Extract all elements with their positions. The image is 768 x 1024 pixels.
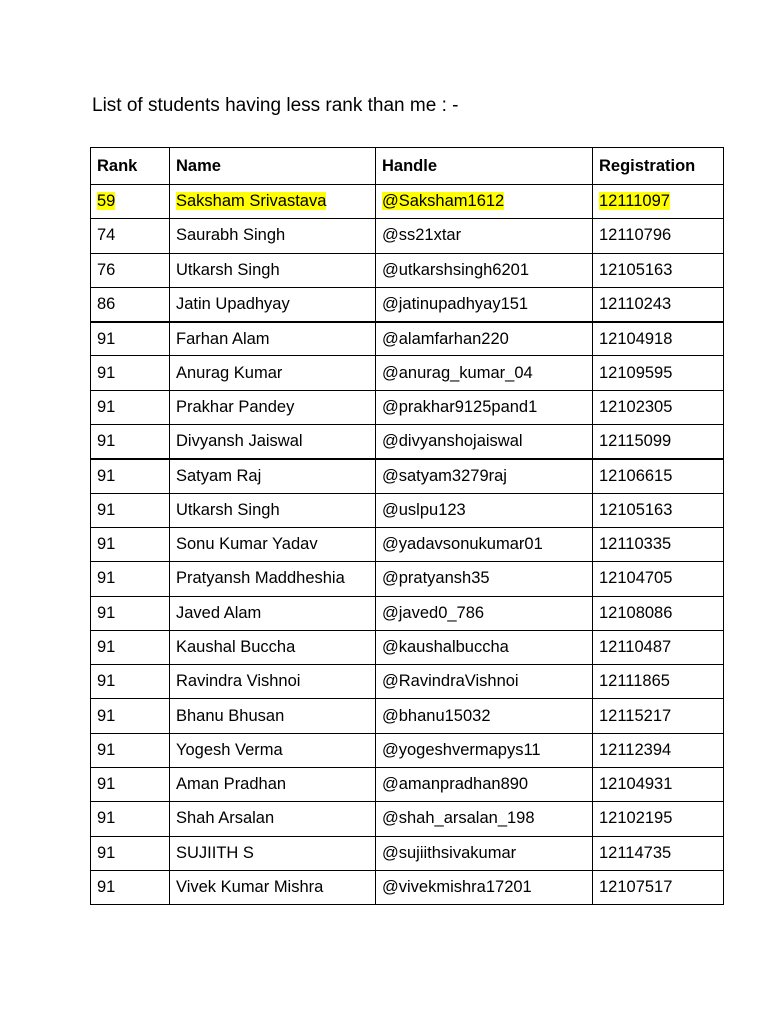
registration-cell-text: 12104705 xyxy=(599,569,673,588)
name-cell xyxy=(170,527,376,561)
table-row xyxy=(91,836,724,870)
registration-cell-text: 12105163 xyxy=(599,260,673,279)
table-header-row xyxy=(91,148,724,185)
table-row xyxy=(91,253,724,287)
rank-cell-text: 91 xyxy=(97,569,116,588)
handle-cell xyxy=(376,870,593,904)
handle-cell xyxy=(376,802,593,836)
name-cell-text: Vivek Kumar Mishra xyxy=(176,878,324,897)
table-row xyxy=(91,768,724,802)
table-row xyxy=(91,596,724,630)
name-cell-text: Aman Pradhan xyxy=(176,775,287,794)
handle-cell-text: @pratyansh35 xyxy=(382,569,490,588)
registration-cell-text: 12115099 xyxy=(599,431,672,450)
handle-cell-text: @Saksham1612 xyxy=(382,192,505,211)
rank-cell xyxy=(91,733,170,767)
table-row xyxy=(91,219,724,253)
handle-cell-text: @vivekmishra17201 xyxy=(382,878,532,897)
rank-cell xyxy=(91,596,170,630)
rank-cell-text: 91 xyxy=(97,431,116,450)
page-title: List of students having less rank than me : - xyxy=(92,95,459,116)
rank-cell xyxy=(91,253,170,287)
rank-cell xyxy=(91,699,170,733)
rank-cell xyxy=(91,630,170,664)
column-header-handle: Handle xyxy=(376,148,593,185)
handle-cell-text: @yadavsonukumar01 xyxy=(382,535,543,554)
table-row xyxy=(91,390,724,424)
registration-cell-text: 12110796 xyxy=(599,226,672,245)
table-row xyxy=(91,870,724,904)
registration-cell-text: 12115217 xyxy=(599,706,672,725)
name-cell xyxy=(170,493,376,527)
name-cell xyxy=(170,733,376,767)
registration-cell xyxy=(593,287,724,321)
table-row xyxy=(91,562,724,596)
registration-cell-text: 12109595 xyxy=(599,363,673,382)
registration-cell xyxy=(593,733,724,767)
name-cell-text: Farhan Alam xyxy=(176,329,270,348)
rank-cell-text: 91 xyxy=(97,638,116,656)
handle-cell-text: @prakhar9125pand1 xyxy=(382,397,538,416)
name-cell-text: Kaushal Buccha xyxy=(176,638,296,656)
name-cell xyxy=(170,322,376,356)
registration-cell-text: 12110487 xyxy=(599,638,672,656)
rank-cell-text: 91 xyxy=(97,706,116,725)
rank-cell-text: 91 xyxy=(97,775,116,794)
handle-cell xyxy=(376,699,593,733)
name-cell xyxy=(170,802,376,836)
registration-cell xyxy=(593,665,724,699)
handle-cell xyxy=(376,356,593,390)
name-cell xyxy=(170,459,376,493)
registration-cell-text: 12105163 xyxy=(599,500,673,519)
registration-cell-text: 12111097 xyxy=(599,192,670,211)
registration-cell-text: 12108086 xyxy=(599,603,673,622)
students-table xyxy=(90,147,724,905)
registration-cell-text: 12104918 xyxy=(599,329,673,348)
rank-cell xyxy=(91,322,170,356)
name-cell-text: Satyam Raj xyxy=(176,466,262,485)
name-cell xyxy=(170,836,376,870)
name-cell-text: Sonu Kumar Yadav xyxy=(176,535,318,554)
registration-cell xyxy=(593,768,724,802)
registration-cell-text: 12107517 xyxy=(599,878,673,897)
name-cell xyxy=(170,630,376,664)
handle-cell xyxy=(376,322,593,356)
table-row xyxy=(91,425,724,459)
registration-cell xyxy=(593,493,724,527)
registration-cell-text: 12112394 xyxy=(599,740,672,759)
handle-cell xyxy=(376,836,593,870)
name-cell-text: Ravindra Vishnoi xyxy=(176,672,301,691)
handle-cell xyxy=(376,596,593,630)
name-cell-text: Pratyansh Maddheshia xyxy=(176,569,345,588)
registration-cell xyxy=(593,527,724,561)
rank-cell xyxy=(91,185,170,219)
handle-cell-text: @ss21xtar xyxy=(382,226,462,245)
table-row xyxy=(91,733,724,767)
registration-cell-text: 12110243 xyxy=(599,294,672,313)
registration-cell-text: 12106615 xyxy=(599,466,673,485)
rank-cell-text: 91 xyxy=(97,397,116,416)
rank-cell xyxy=(91,836,170,870)
handle-cell-text: @satyam3279raj xyxy=(382,466,507,485)
table-row xyxy=(91,493,724,527)
name-cell-text: Prakhar Pandey xyxy=(176,397,295,416)
handle-cell-text: @alamfarhan220 xyxy=(382,329,509,348)
rank-cell xyxy=(91,768,170,802)
table-row xyxy=(91,459,724,493)
name-cell xyxy=(170,390,376,424)
rank-cell-text: 91 xyxy=(97,466,116,485)
table-row xyxy=(91,287,724,321)
table-row xyxy=(91,630,724,664)
name-cell-text: Utkarsh Singh xyxy=(176,260,280,279)
rank-cell-text: 91 xyxy=(97,363,116,382)
name-cell xyxy=(170,425,376,459)
registration-cell-text: 12102305 xyxy=(599,397,673,416)
column-header-name: Name xyxy=(170,148,376,185)
name-cell-text: SUJIITH S xyxy=(176,843,254,862)
name-cell-text: Saurabh Singh xyxy=(176,226,286,245)
registration-cell xyxy=(593,562,724,596)
handle-cell xyxy=(376,493,593,527)
name-cell xyxy=(170,665,376,699)
rank-cell-text: 91 xyxy=(97,672,116,691)
rank-cell-text: 74 xyxy=(97,226,116,245)
name-cell-text: Yogesh Verma xyxy=(176,740,283,759)
table-row xyxy=(91,356,724,390)
table-row xyxy=(91,699,724,733)
name-cell xyxy=(170,562,376,596)
table-row xyxy=(91,665,724,699)
name-cell xyxy=(170,870,376,904)
handle-cell xyxy=(376,768,593,802)
registration-cell xyxy=(593,699,724,733)
registration-cell xyxy=(593,390,724,424)
handle-cell xyxy=(376,562,593,596)
name-cell-text: Javed Alam xyxy=(176,603,262,622)
handle-cell xyxy=(376,219,593,253)
column-header-rank: Rank xyxy=(91,148,170,185)
handle-cell-text: @shah_arsalan_198 xyxy=(382,809,535,828)
handle-cell xyxy=(376,390,593,424)
registration-cell-text: 12104931 xyxy=(599,775,673,794)
handle-cell xyxy=(376,425,593,459)
name-cell xyxy=(170,356,376,390)
rank-cell xyxy=(91,356,170,390)
registration-cell xyxy=(593,185,724,219)
registration-cell xyxy=(593,356,724,390)
registration-cell-text: 12102195 xyxy=(599,809,673,828)
registration-cell xyxy=(593,870,724,904)
rank-cell xyxy=(91,493,170,527)
rank-cell-text: 91 xyxy=(97,535,116,554)
name-cell-text: Saksham Srivastava xyxy=(176,192,327,211)
rank-cell-text: 91 xyxy=(97,500,116,519)
table-row xyxy=(91,527,724,561)
registration-cell xyxy=(593,322,724,356)
table-row xyxy=(91,185,724,219)
rank-cell xyxy=(91,459,170,493)
rank-cell xyxy=(91,527,170,561)
registration-cell xyxy=(593,459,724,493)
handle-cell xyxy=(376,665,593,699)
rank-cell-text: 91 xyxy=(97,740,116,759)
name-cell-text: Jatin Upadhyay xyxy=(176,294,290,313)
registration-cell xyxy=(593,836,724,870)
handle-cell-text: @bhanu15032 xyxy=(382,706,491,725)
rank-cell-text: 59 xyxy=(97,192,116,211)
rank-cell-text: 91 xyxy=(97,843,116,862)
rank-cell xyxy=(91,390,170,424)
handle-cell xyxy=(376,253,593,287)
registration-cell-text: 12111865 xyxy=(599,672,670,691)
registration-cell xyxy=(593,253,724,287)
registration-cell xyxy=(593,596,724,630)
handle-cell-text: @anurag_kumar_04 xyxy=(382,363,533,382)
rank-cell xyxy=(91,802,170,836)
name-cell xyxy=(170,768,376,802)
name-cell-text: Bhanu Bhusan xyxy=(176,706,285,725)
handle-cell-text: @jatinupadhyay151 xyxy=(382,294,529,313)
name-cell xyxy=(170,287,376,321)
rank-cell xyxy=(91,287,170,321)
handle-cell xyxy=(376,287,593,321)
rank-cell xyxy=(91,665,170,699)
handle-cell-text: @RavindraVishnoi xyxy=(382,672,519,691)
column-header-registration: Registration xyxy=(593,148,724,185)
handle-cell-text: @uslpu123 xyxy=(382,500,466,519)
handle-cell-text: @yogeshvermapys11 xyxy=(382,740,541,759)
name-cell-text: Shah Arsalan xyxy=(176,809,275,828)
rank-cell xyxy=(91,425,170,459)
rank-cell-text: 76 xyxy=(97,260,116,279)
name-cell xyxy=(170,699,376,733)
rank-cell-text: 91 xyxy=(97,603,116,622)
handle-cell xyxy=(376,527,593,561)
handle-cell xyxy=(376,733,593,767)
registration-cell xyxy=(593,802,724,836)
table-row xyxy=(91,322,724,356)
table-body xyxy=(91,185,724,905)
rank-cell-text: 86 xyxy=(97,294,116,313)
handle-cell xyxy=(376,459,593,493)
table-row xyxy=(91,802,724,836)
name-cell-text: Divyansh Jaiswal xyxy=(176,431,303,450)
registration-cell xyxy=(593,219,724,253)
name-cell xyxy=(170,253,376,287)
handle-cell xyxy=(376,185,593,219)
handle-cell-text: @utkarshsingh6201 xyxy=(382,260,530,279)
rank-cell xyxy=(91,219,170,253)
rank-cell-text: 91 xyxy=(97,878,116,897)
registration-cell xyxy=(593,425,724,459)
registration-cell-text: 12114735 xyxy=(599,843,672,862)
handle-cell-text: @sujiithsivakumar xyxy=(382,843,517,862)
handle-cell xyxy=(376,630,593,664)
rank-cell-text: 91 xyxy=(97,329,116,348)
name-cell-text: Utkarsh Singh xyxy=(176,500,280,519)
name-cell xyxy=(170,596,376,630)
registration-cell xyxy=(593,630,724,664)
handle-cell-text: @kaushalbuccha xyxy=(382,638,509,656)
name-cell-text: Anurag Kumar xyxy=(176,363,283,382)
rank-cell xyxy=(91,870,170,904)
name-cell xyxy=(170,219,376,253)
registration-cell-text: 12110335 xyxy=(599,535,672,554)
name-cell xyxy=(170,185,376,219)
handle-cell-text: @amanpradhan890 xyxy=(382,775,529,794)
rank-cell-text: 91 xyxy=(97,809,116,828)
rank-cell xyxy=(91,562,170,596)
handle-cell-text: @javed0_786 xyxy=(382,603,485,622)
handle-cell-text: @divyanshojaiswal xyxy=(382,431,523,450)
